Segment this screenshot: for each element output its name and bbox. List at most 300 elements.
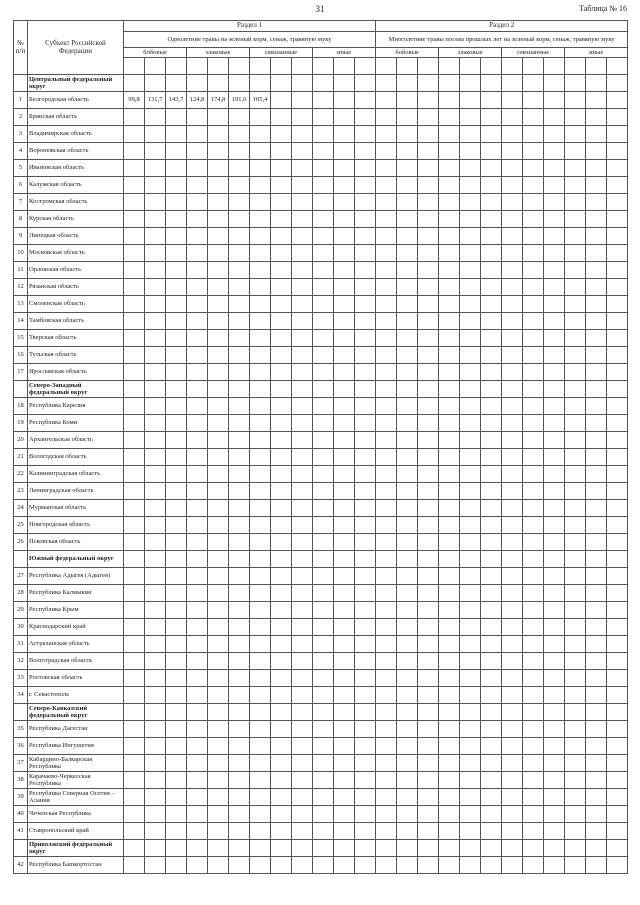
value-cell (292, 568, 313, 585)
value-cell (250, 398, 271, 415)
value-cell (502, 670, 523, 687)
value-cell (355, 636, 376, 653)
row-number: 30 (14, 619, 28, 636)
value-cell (565, 840, 586, 857)
value-cell (523, 823, 544, 840)
value-cell (565, 772, 586, 789)
value-cell (397, 313, 418, 330)
value-cell (229, 823, 250, 840)
value-cell (292, 279, 313, 296)
value-cell (250, 738, 271, 755)
value-cell: 174,8 (208, 92, 229, 109)
value-cell (586, 398, 607, 415)
value-cell (187, 500, 208, 517)
value-cell (376, 534, 397, 551)
value-cell (166, 398, 187, 415)
value-cell (187, 704, 208, 721)
value-cell (418, 483, 439, 500)
value-cell (208, 313, 229, 330)
value-cell (271, 551, 292, 568)
value-cell (145, 704, 166, 721)
value-cell (523, 534, 544, 551)
value-cell (460, 755, 481, 772)
row-number: 35 (14, 721, 28, 738)
value-cell (145, 279, 166, 296)
value-cell (313, 194, 334, 211)
column-header-cell (229, 58, 250, 75)
value-cell (355, 619, 376, 636)
value-cell (292, 109, 313, 126)
value-cell (229, 160, 250, 177)
column-header-cell (208, 58, 229, 75)
value-cell (481, 347, 502, 364)
value-cell (418, 517, 439, 534)
value-cell (208, 653, 229, 670)
value-cell (313, 143, 334, 160)
region-name: Ярославская область (28, 364, 124, 381)
value-cell (166, 432, 187, 449)
row-number: 27 (14, 568, 28, 585)
value-cell (502, 415, 523, 432)
value-cell (166, 500, 187, 517)
value-cell (229, 245, 250, 262)
value-cell (418, 466, 439, 483)
value-cell (439, 398, 460, 415)
row-number (14, 840, 28, 857)
row-number: 36 (14, 738, 28, 755)
value-cell (292, 211, 313, 228)
value-cell (376, 330, 397, 347)
row-number: 39 (14, 789, 28, 806)
value-cell (397, 92, 418, 109)
value-cell (418, 840, 439, 857)
district-row (14, 75, 628, 92)
value-cell (271, 262, 292, 279)
value-cell (292, 398, 313, 415)
value-cell (355, 398, 376, 415)
value-cell (124, 296, 145, 313)
value-cell (565, 126, 586, 143)
value-cell (523, 415, 544, 432)
value-cell (565, 330, 586, 347)
region-name: Вологодская область (28, 449, 124, 466)
table-row (14, 177, 628, 194)
value-cell (586, 449, 607, 466)
row-number: 18 (14, 398, 28, 415)
value-cell (397, 653, 418, 670)
value-cell (292, 347, 313, 364)
value-cell (544, 279, 565, 296)
value-cell (586, 109, 607, 126)
value-cell (208, 721, 229, 738)
value-cell (208, 738, 229, 755)
value-cell (586, 262, 607, 279)
row-number: 1 (14, 92, 28, 109)
value-cell (229, 721, 250, 738)
value-cell (397, 483, 418, 500)
row-number: 17 (14, 364, 28, 381)
value-cell (544, 347, 565, 364)
value-cell (166, 551, 187, 568)
value-cell (607, 466, 628, 483)
table-row (14, 755, 628, 772)
value-cell (187, 194, 208, 211)
value-cell (166, 755, 187, 772)
value-cell (481, 619, 502, 636)
value-cell (334, 432, 355, 449)
value-cell (334, 381, 355, 398)
value-cell (481, 211, 502, 228)
value-cell (586, 704, 607, 721)
value-cell (250, 653, 271, 670)
value-cell (439, 585, 460, 602)
value-cell (355, 92, 376, 109)
header-section-1-title: Однолетние травы на зеленый корм, сенаж, травяную муку (124, 32, 376, 48)
value-cell (460, 806, 481, 823)
value-cell (565, 245, 586, 262)
table-row (14, 738, 628, 755)
value-cell (166, 313, 187, 330)
region-name: Кабардино-Балкарская Республика (28, 755, 124, 772)
value-cell (439, 177, 460, 194)
value-cell (355, 670, 376, 687)
value-cell (607, 687, 628, 704)
value-cell (124, 653, 145, 670)
value-cell (586, 92, 607, 109)
value-cell (355, 534, 376, 551)
value-cell (271, 585, 292, 602)
value-cell (418, 296, 439, 313)
value-cell (313, 738, 334, 755)
row-number (14, 381, 28, 398)
column-header-cell (313, 58, 334, 75)
value-cell (502, 738, 523, 755)
value-cell (481, 466, 502, 483)
value-cell (124, 636, 145, 653)
value-cell (229, 211, 250, 228)
value-cell (166, 330, 187, 347)
value-cell (418, 364, 439, 381)
value-cell (439, 789, 460, 806)
value-cell (229, 653, 250, 670)
value-cell (397, 721, 418, 738)
value-cell (460, 534, 481, 551)
value-cell (292, 364, 313, 381)
value-cell (544, 262, 565, 279)
row-number: 15 (14, 330, 28, 347)
value-cell (250, 517, 271, 534)
value-cell (229, 432, 250, 449)
value-cell (523, 738, 544, 755)
value-cell (481, 415, 502, 432)
value-cell (544, 568, 565, 585)
value-cell (586, 551, 607, 568)
value-cell (502, 568, 523, 585)
value-cell (334, 143, 355, 160)
value-cell (229, 568, 250, 585)
value-cell (187, 568, 208, 585)
value-cell (565, 568, 586, 585)
value-cell (292, 721, 313, 738)
value-cell (376, 160, 397, 177)
region-name: Тамбовская область (28, 313, 124, 330)
table-row (14, 92, 628, 109)
value-cell (292, 653, 313, 670)
header-subgroup: смешанные (502, 48, 565, 58)
value-cell (565, 483, 586, 500)
value-cell (229, 857, 250, 874)
value-cell (544, 517, 565, 534)
column-header-cell (250, 58, 271, 75)
value-cell (166, 143, 187, 160)
value-cell (313, 551, 334, 568)
value-cell (208, 415, 229, 432)
value-cell (292, 143, 313, 160)
value-cell (166, 534, 187, 551)
value-cell (439, 313, 460, 330)
value-cell (544, 160, 565, 177)
value-cell (565, 619, 586, 636)
value-cell (523, 398, 544, 415)
value-cell (565, 364, 586, 381)
value-cell (250, 160, 271, 177)
value-cell (166, 738, 187, 755)
value-cell (355, 126, 376, 143)
value-cell (481, 160, 502, 177)
value-cell (271, 398, 292, 415)
value-cell (334, 347, 355, 364)
value-cell (376, 449, 397, 466)
value-cell (376, 568, 397, 585)
value-cell (565, 721, 586, 738)
value-cell (229, 177, 250, 194)
column-header-cell (145, 58, 166, 75)
value-cell (607, 262, 628, 279)
row-number (14, 551, 28, 568)
table-row (14, 279, 628, 296)
header-subgroup: иные (313, 48, 376, 58)
value-cell (565, 704, 586, 721)
value-cell (607, 211, 628, 228)
value-cell (481, 330, 502, 347)
value-cell (124, 279, 145, 296)
value-cell (502, 211, 523, 228)
value-cell (292, 126, 313, 143)
value-cell (250, 500, 271, 517)
value-cell (502, 602, 523, 619)
value-cell (271, 721, 292, 738)
value-cell (418, 92, 439, 109)
value-cell (271, 466, 292, 483)
value-cell (124, 398, 145, 415)
value-cell (586, 313, 607, 330)
value-cell (187, 245, 208, 262)
value-cell (271, 75, 292, 92)
value-cell (208, 551, 229, 568)
value-cell (565, 517, 586, 534)
value-cell (208, 602, 229, 619)
value-cell (334, 109, 355, 126)
value-cell (124, 517, 145, 534)
value-cell (481, 296, 502, 313)
value-cell (523, 432, 544, 449)
page-number: 31 (315, 4, 325, 14)
column-header-cell (502, 58, 523, 75)
value-cell (397, 245, 418, 262)
value-cell (145, 619, 166, 636)
value-cell (229, 75, 250, 92)
value-cell (229, 806, 250, 823)
value-cell (397, 143, 418, 160)
value-cell (313, 296, 334, 313)
header-section-2-title: Многолетние травы посева прошлых лет на зеленый корм, сенаж, травяную муку (376, 32, 628, 48)
value-cell (313, 857, 334, 874)
value-cell (565, 653, 586, 670)
value-cell (124, 262, 145, 279)
value-cell (292, 296, 313, 313)
value-cell (397, 670, 418, 687)
value-cell (397, 466, 418, 483)
column-header-cell (355, 58, 376, 75)
value-cell (376, 721, 397, 738)
value-cell (586, 330, 607, 347)
value-cell (334, 534, 355, 551)
value-cell (544, 177, 565, 194)
value-cell (481, 517, 502, 534)
value-cell (460, 228, 481, 245)
column-header-cell (481, 58, 502, 75)
value-cell (544, 704, 565, 721)
value-cell (460, 211, 481, 228)
value-cell (271, 415, 292, 432)
value-cell (334, 636, 355, 653)
value-cell (208, 449, 229, 466)
value-cell (502, 381, 523, 398)
value-cell (208, 245, 229, 262)
value-cell (166, 347, 187, 364)
value-cell (460, 245, 481, 262)
value-cell (523, 177, 544, 194)
table-row (14, 534, 628, 551)
value-cell (187, 687, 208, 704)
value-cell (145, 823, 166, 840)
value-cell (355, 755, 376, 772)
value-cell (145, 330, 166, 347)
value-cell (124, 857, 145, 874)
value-cell (565, 415, 586, 432)
value-cell (586, 466, 607, 483)
value-cell (166, 670, 187, 687)
value-cell (124, 449, 145, 466)
value-cell (334, 721, 355, 738)
value-cell (124, 126, 145, 143)
region-name: Владимирская область (28, 126, 124, 143)
region-name: Тульская область (28, 347, 124, 364)
value-cell (187, 313, 208, 330)
table-row (14, 789, 628, 806)
value-cell (523, 551, 544, 568)
value-cell (271, 92, 292, 109)
value-cell (271, 857, 292, 874)
value-cell (313, 653, 334, 670)
value-cell (145, 160, 166, 177)
value-cell (145, 653, 166, 670)
value-cell (187, 449, 208, 466)
value-cell (544, 823, 565, 840)
value-cell (502, 432, 523, 449)
table-row (14, 636, 628, 653)
value-cell (607, 279, 628, 296)
value-cell (355, 245, 376, 262)
value-cell (250, 670, 271, 687)
value-cell (565, 449, 586, 466)
value-cell (334, 211, 355, 228)
value-cell (544, 772, 565, 789)
value-cell (523, 109, 544, 126)
value-cell (586, 806, 607, 823)
value-cell (565, 432, 586, 449)
value-cell (502, 449, 523, 466)
value-cell (502, 857, 523, 874)
value-cell (418, 432, 439, 449)
region-name: Республика Крым (28, 602, 124, 619)
value-cell (439, 449, 460, 466)
value-cell (124, 177, 145, 194)
value-cell (544, 296, 565, 313)
value-cell (502, 194, 523, 211)
value-cell (250, 432, 271, 449)
value-cell (544, 143, 565, 160)
value-cell (166, 772, 187, 789)
value-cell (334, 806, 355, 823)
value-cell (418, 857, 439, 874)
value-cell (544, 755, 565, 772)
value-cell (187, 840, 208, 857)
value-cell (145, 194, 166, 211)
value-cell (313, 160, 334, 177)
value-cell (187, 211, 208, 228)
value-cell (376, 279, 397, 296)
region-name: Чеченская Республика (28, 806, 124, 823)
value-cell (124, 704, 145, 721)
table-row (14, 296, 628, 313)
value-cell (376, 789, 397, 806)
value-cell (607, 738, 628, 755)
value-cell (544, 92, 565, 109)
value-cell (607, 840, 628, 857)
value-cell (502, 143, 523, 160)
value-cell (418, 160, 439, 177)
value-cell (607, 585, 628, 602)
table-body (14, 75, 628, 874)
value-cell (145, 75, 166, 92)
value-cell (481, 806, 502, 823)
value-cell (250, 262, 271, 279)
header-subgroup: смешанные (250, 48, 313, 58)
value-cell (208, 466, 229, 483)
value-cell (523, 636, 544, 653)
row-number: 42 (14, 857, 28, 874)
value-cell (250, 347, 271, 364)
value-cell (166, 823, 187, 840)
value-cell (313, 721, 334, 738)
value-cell (208, 194, 229, 211)
value-cell (187, 602, 208, 619)
value-cell (544, 840, 565, 857)
table-row (14, 432, 628, 449)
value-cell (418, 755, 439, 772)
value-cell (523, 466, 544, 483)
